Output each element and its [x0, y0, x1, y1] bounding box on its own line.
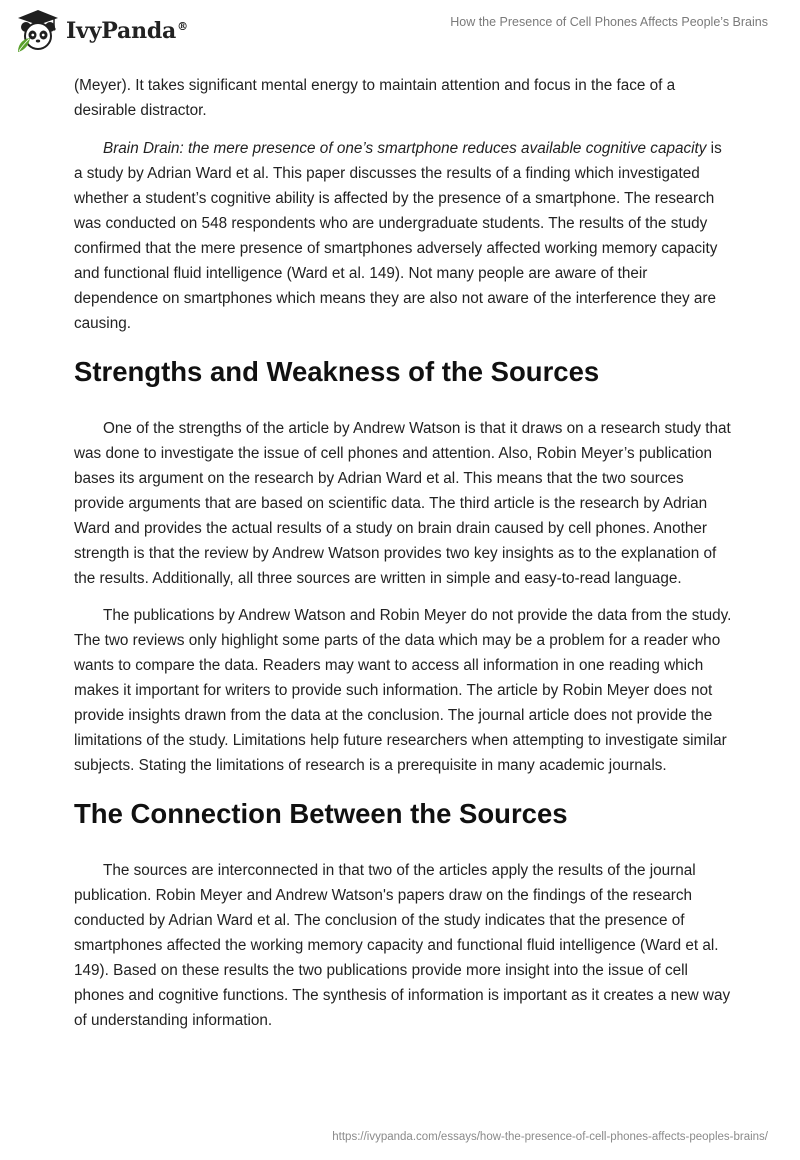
paragraph-continued: (Meyer). It takes significant mental energy to maintain attention and focus in the face of a desirable distractor.: [74, 77, 676, 119]
logo-wordmark: IvyPanda®: [66, 18, 188, 44]
panda-logo-icon: [14, 8, 62, 54]
ivypanda-logo[interactable]: [14, 8, 188, 54]
source-url-link[interactable]: https://ivypanda.com/essays/how-the-presence-of-cell-phones-affects-peoples-brains/: [332, 1131, 768, 1143]
heading-strengths-weakness: Strengths and Weakness of the Sources: [74, 355, 600, 387]
running-title: How the Presence of Cell Phones Affects People’s Brains: [450, 15, 768, 29]
heading-connection: The Connection Between the Sources: [74, 798, 568, 829]
paragraph-brain-drain: [74, 136, 734, 336]
study-title: Brain Drain: the mere presence of one’s smartphone reduces available cognitive capacity: [103, 139, 707, 157]
paragraph-weaknesses: The publications by Andrew Watson and Robin Meyer do not provide the data from the study. The two reviews only highlight some parts of the data which may be a problem for a reader who wants to compare the data. Readers may want to access all information in one reading which makes it important for writers to provide such information. The article by Robin Meyer does not provide insights drawn from the data at the conclusion. The journal article does not provide the limitations of the study. Limitations help future researchers when attempting to investigate similar subjects. Stating the limitations of research is a prerequisite in many academic journals.: [74, 607, 732, 774]
registered-mark: ®: [177, 19, 188, 33]
paragraph-text: is a study by Adrian Ward et al. This paper discusses the results of a finding which investigated whether a student’s cognitive ability is affected by the presence of a smartphone. The research was conducted on 548 respondents who are undergraduate students. The results of the study confirmed that the mere presence of smartphones adversely affected working memory capacity and functional fluid intelligence (Ward et al. 149). Not many people are aware of their dependence on smartphones which means they are also not aware of the interference they are causing.: [74, 139, 722, 332]
paragraph-connection: The sources are interconnected in that two of the articles apply the results of the journal publication. Robin Meyer and Andrew Watson's papers draw on the findings of the research conducted by Adrian Ward et al. The conclusion of the study indicates that the presence of smartphones affected the working memory capacity and functional fluid intelligence (Ward et al. 149). Based on these results the two publications provide more insight into the issue of cell phones and cognitive functions. The synthesis of information is important as it creates a new way of understanding information.: [74, 862, 731, 1029]
essay-body: [74, 73, 734, 1046]
page-header: [0, 0, 800, 72]
paragraph-strengths: One of the strengths of the article by Andrew Watson is that it draws on a research study that was done to investigate the issue of cell phones and attention. Also, Robin Meyer’s publication bases its argument on the research by Adrian Ward et al. This means that the two sources provide arguments that are based on scientific data. The third article is the research by Adrian Ward and provides the actual results of a study on brain drain caused by cell phones. Another strength is that the review by Andrew Watson provides two key insights as to the explanation of the results. Additionally, all three sources are written in simple and easy-to-read language.: [74, 419, 731, 587]
